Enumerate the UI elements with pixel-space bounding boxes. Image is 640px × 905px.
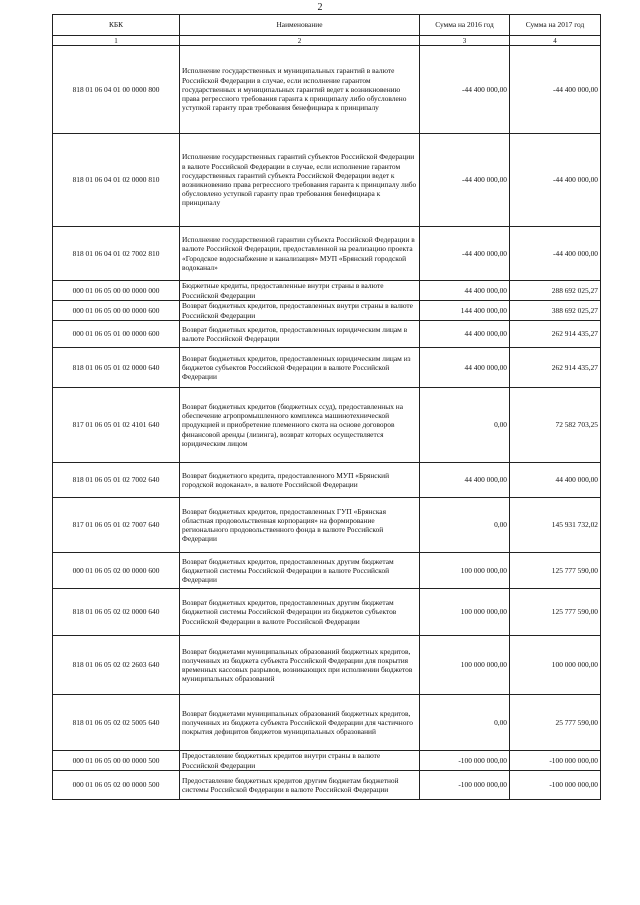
row-name: Возврат бюджетных кредитов, предоставленных юридическим лицам из бюджетов субъектов Российской Федерации в валюте Российской Федерации bbox=[180, 348, 420, 388]
table-row bbox=[53, 553, 601, 589]
row-name: Возврат бюджетного кредита, предоставленного МУП «Брянский городской водоканал», в валюте Российской Федерации bbox=[180, 463, 420, 498]
table-row bbox=[53, 321, 601, 348]
table-row bbox=[53, 301, 601, 321]
row-code: 000 01 06 05 00 00 0000 000 bbox=[53, 281, 180, 301]
row-sum-2016: 44 400 000,00 bbox=[420, 348, 510, 388]
column-number: 1 bbox=[53, 36, 180, 46]
row-sum-2017: 25 777 590,00 bbox=[510, 695, 601, 751]
row-sum-2016: -44 400 000,00 bbox=[420, 46, 510, 134]
row-sum-2016: 44 400 000,00 bbox=[420, 463, 510, 498]
row-sum-2017: 125 777 590,00 bbox=[510, 589, 601, 636]
table-row bbox=[53, 134, 601, 227]
row-sum-2016: -100 000 000,00 bbox=[420, 751, 510, 771]
row-code: 818 01 06 04 01 02 0000 810 bbox=[53, 134, 180, 227]
row-code: 818 01 06 05 01 02 7002 640 bbox=[53, 463, 180, 498]
row-code: 817 01 06 05 01 02 7007 640 bbox=[53, 498, 180, 553]
row-name: Возврат бюджетных кредитов, предоставленных другим бюджетам бюджетной системы Российской Федерации в валюте Российской Федерации bbox=[180, 553, 420, 589]
row-sum-2016: 0,00 bbox=[420, 388, 510, 463]
row-code: 000 01 06 05 01 00 0000 600 bbox=[53, 321, 180, 348]
table-row bbox=[53, 498, 601, 553]
column-number-row bbox=[53, 36, 601, 46]
header-sum-2016: Сумма на 2016 год bbox=[420, 15, 510, 36]
table-row bbox=[53, 751, 601, 771]
row-sum-2017: 72 582 703,25 bbox=[510, 388, 601, 463]
table-row bbox=[53, 695, 601, 751]
row-code: 818 01 06 05 01 02 0000 640 bbox=[53, 348, 180, 388]
row-sum-2016: 44 400 000,00 bbox=[420, 321, 510, 348]
row-sum-2016: -100 000 000,00 bbox=[420, 771, 510, 800]
row-name: Возврат бюджетных кредитов, предоставленных юридическим лицам в валюте Российской Федерации bbox=[180, 321, 420, 348]
row-name: Возврат бюджетных кредитов, предоставленных ГУП «Брянская областная продовольственная корпорация» на формирование регионального продовольственного фонда в валюте Российской Федерации bbox=[180, 498, 420, 553]
row-sum-2016: 100 000 000,00 bbox=[420, 589, 510, 636]
table-row bbox=[53, 348, 601, 388]
row-sum-2017: 100 000 000,00 bbox=[510, 636, 601, 695]
column-number: 3 bbox=[420, 36, 510, 46]
column-number: 4 bbox=[510, 36, 601, 46]
row-sum-2017: -100 000 000,00 bbox=[510, 771, 601, 800]
row-name: Исполнение государственных и муниципальных гарантий в валюте Российской Федерации в случае, если исполнение гарантом государственных и муниципальных гарантий ведет к возникновению права регрессного требования гаранта к принципалу либо обусловлено уступкой гаранту прав требования бенефициара к принципалу bbox=[180, 46, 420, 134]
row-code: 000 01 06 05 02 00 0000 600 bbox=[53, 553, 180, 589]
header-name: Наименование bbox=[180, 15, 420, 36]
row-code: 818 01 06 05 02 02 2603 640 bbox=[53, 636, 180, 695]
row-sum-2016: -44 400 000,00 bbox=[420, 134, 510, 227]
table-row bbox=[53, 227, 601, 281]
row-sum-2017: 262 914 435,27 bbox=[510, 348, 601, 388]
row-sum-2017: 388 692 025,27 bbox=[510, 301, 601, 321]
row-name: Возврат бюджетных кредитов, предоставленных внутри страны в валюте Российской Федерации bbox=[180, 301, 420, 321]
row-sum-2017: 288 692 025,27 bbox=[510, 281, 601, 301]
table-row bbox=[53, 463, 601, 498]
row-name: Исполнение государственной гарантии субъекта Российской Федерации в валюте Российской Федерации, предоставленной на реализацию проекта «Городское водоснабжение и канализация» МУП «Брянский городской водоканал» bbox=[180, 227, 420, 281]
table-row bbox=[53, 771, 601, 800]
row-sum-2016: -44 400 000,00 bbox=[420, 227, 510, 281]
row-sum-2016: 0,00 bbox=[420, 498, 510, 553]
column-number: 2 bbox=[180, 36, 420, 46]
header-sum-2017: Сумма на 2017 год bbox=[510, 15, 601, 36]
row-name: Предоставление бюджетных кредитов внутри страны в валюте Российской Федерации bbox=[180, 751, 420, 771]
row-name: Предоставление бюджетных кредитов другим бюджетам бюджетной системы Российской Федерации в валюте Российской Федерации bbox=[180, 771, 420, 800]
table-row bbox=[53, 589, 601, 636]
row-sum-2016: 144 400 000,00 bbox=[420, 301, 510, 321]
row-sum-2017: -44 400 000,00 bbox=[510, 227, 601, 281]
row-name: Возврат бюджетных кредитов (бюджетных ссуд), предоставленных на обеспечение агропромышленного комплекса машинотехнической продукцией и приобретение племенного скота на основе договоров финансовой аренды (лизинга), возврат которых осуществляется юридическим лицом bbox=[180, 388, 420, 463]
budget-table bbox=[52, 14, 601, 800]
row-code: 000 01 06 05 00 00 0000 500 bbox=[53, 751, 180, 771]
row-code: 818 01 06 04 01 02 7002 810 bbox=[53, 227, 180, 281]
row-sum-2017: 262 914 435,27 bbox=[510, 321, 601, 348]
row-name: Возврат бюджетами муниципальных образований бюджетных кредитов, полученных из бюджета субъекта Российской Федерации для частичного покрытия дефицитов бюджетов муниципальных образований bbox=[180, 695, 420, 751]
row-sum-2016: 44 400 000,00 bbox=[420, 281, 510, 301]
table-row bbox=[53, 46, 601, 134]
row-code: 818 01 06 05 02 02 0000 640 bbox=[53, 589, 180, 636]
row-code: 817 01 06 05 01 02 4101 640 bbox=[53, 388, 180, 463]
row-code: 000 01 06 05 00 00 0000 600 bbox=[53, 301, 180, 321]
row-sum-2016: 100 000 000,00 bbox=[420, 553, 510, 589]
row-sum-2017: 125 777 590,00 bbox=[510, 553, 601, 589]
row-sum-2016: 100 000 000,00 bbox=[420, 636, 510, 695]
row-name: Возврат бюджетами муниципальных образований бюджетных кредитов, полученных из бюджета субъекта Российской Федерации для покрытия временных кассовых разрывов, возникающих при исполнении бюджетов муниципальных образований bbox=[180, 636, 420, 695]
table-row bbox=[53, 281, 601, 301]
table-row bbox=[53, 388, 601, 463]
header-code: КБК bbox=[53, 15, 180, 36]
page-number: 2 bbox=[317, 2, 323, 13]
row-sum-2017: -44 400 000,00 bbox=[510, 46, 601, 134]
table-body bbox=[53, 46, 601, 800]
table-header-row bbox=[53, 15, 601, 36]
row-code: 818 01 06 04 01 00 0000 800 bbox=[53, 46, 180, 134]
row-code: 000 01 06 05 02 00 0000 500 bbox=[53, 771, 180, 800]
row-name: Исполнение государственных гарантий субъектов Российской Федерации в валюте Российской Федерации в случае, если исполнение гарантом государственных гарантий субъекта Российской Федерации ведет к возникновению права регрессного требования гаранта к принципалу либо обусловлено уступкой гаранту прав требования бенефициара к принципалу bbox=[180, 134, 420, 227]
row-name: Бюджетные кредиты, предоставленные внутри страны в валюте Российской Федерации bbox=[180, 281, 420, 301]
row-sum-2017: 145 931 732,02 bbox=[510, 498, 601, 553]
table-row bbox=[53, 636, 601, 695]
row-sum-2017: -100 000 000,00 bbox=[510, 751, 601, 771]
row-sum-2017: -44 400 000,00 bbox=[510, 134, 601, 227]
row-name: Возврат бюджетных кредитов, предоставленных другим бюджетам бюджетной системы Российской Федерации из бюджетов субъектов Российской Федерации в валюте Российской Федерации bbox=[180, 589, 420, 636]
row-code: 818 01 06 05 02 02 5005 640 bbox=[53, 695, 180, 751]
row-sum-2017: 44 400 000,00 bbox=[510, 463, 601, 498]
row-sum-2016: 0,00 bbox=[420, 695, 510, 751]
